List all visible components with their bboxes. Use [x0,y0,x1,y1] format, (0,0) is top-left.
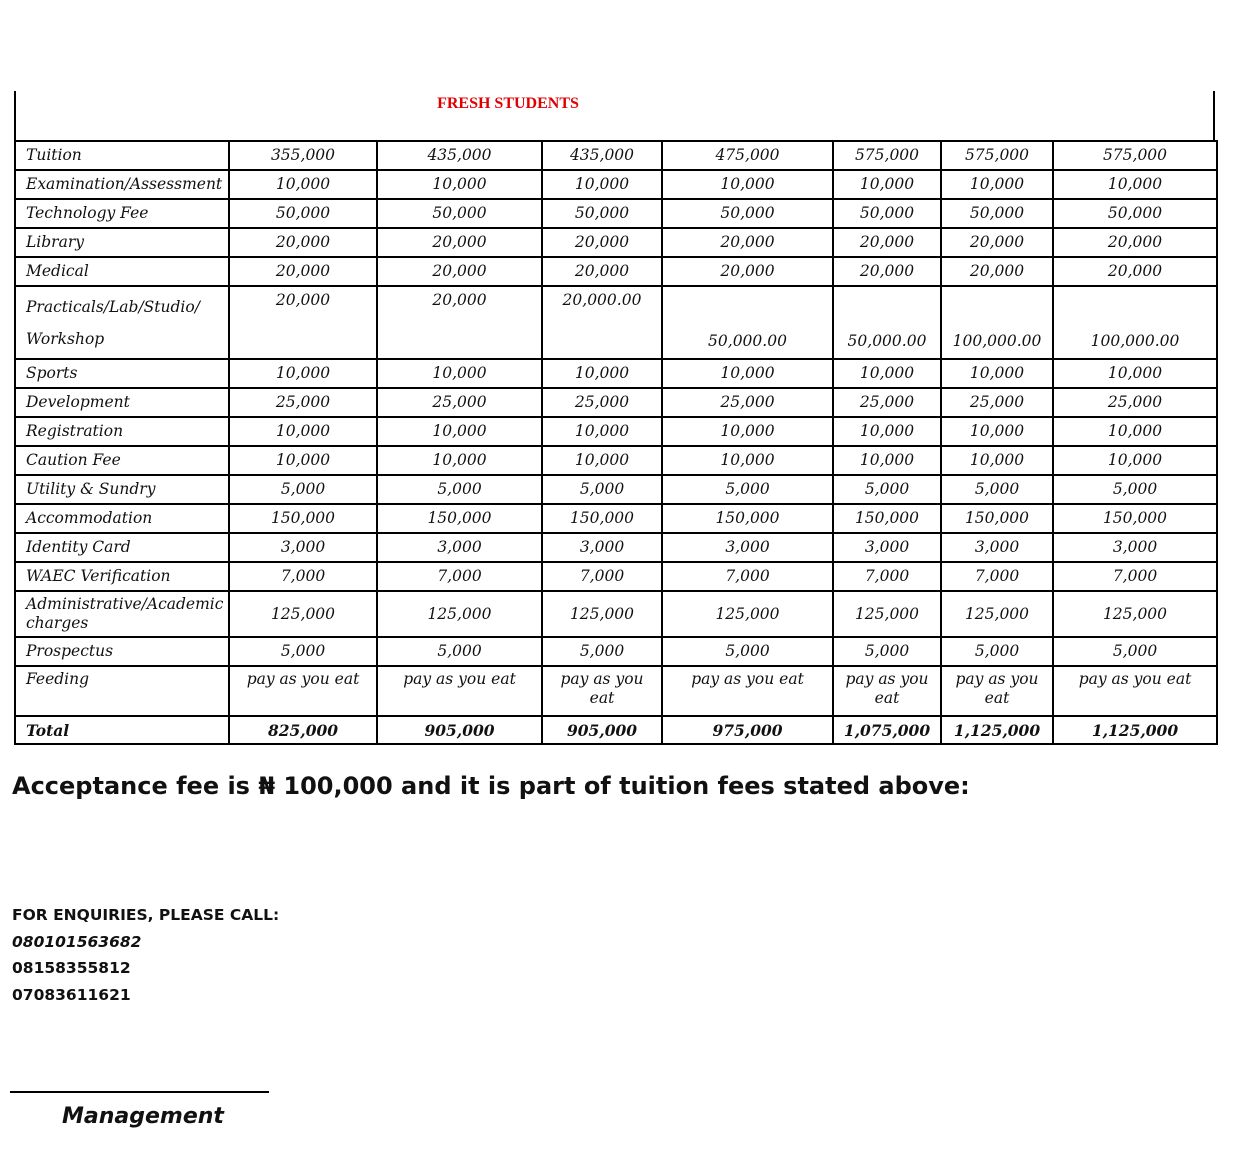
row-label: Development [15,388,229,417]
table-cell: 150,000 [542,504,662,533]
table-row [15,359,1217,388]
row-label: Registration [15,417,229,446]
table-cell: 150,000 [1053,504,1217,533]
row-label: Feeding [15,666,229,716]
row-label: Library [15,228,229,257]
table-cell: 10,000 [833,170,941,199]
table-cell: 5,000 [833,475,941,504]
table-cell: 125,000 [1053,591,1217,637]
table-cell: pay as you eat [662,666,833,716]
table-row [15,637,1217,666]
table-cell: pay as you eat [941,666,1053,716]
total-cell: 825,000 [229,716,377,744]
table-cell: 20,000 [542,228,662,257]
table-cell: 20,000 [377,228,542,257]
table-cell: 3,000 [1053,533,1217,562]
table-cell: 5,000 [542,637,662,666]
table-row [15,170,1217,199]
row-label: Technology Fee [15,199,229,228]
table-cell: 10,000 [542,417,662,446]
fees-table [14,140,1218,745]
total-cell: 905,000 [542,716,662,744]
table-cell: 150,000 [229,504,377,533]
acceptance-fee-note: Acceptance fee is ₦ 100,000 and it is part of tuition fees stated above: [12,772,970,800]
table-cell: 100,000.00 [1053,286,1217,359]
row-label: Accommodation [15,504,229,533]
table-cell: 3,000 [229,533,377,562]
table-cell: 50,000 [941,199,1053,228]
table-cell: 10,000 [377,359,542,388]
table-cell: 150,000 [941,504,1053,533]
table-cell: 25,000 [662,388,833,417]
table-cell: pay as you eat [377,666,542,716]
table-cell: 7,000 [941,562,1053,591]
table-cell: 125,000 [542,591,662,637]
table-cell: 150,000 [662,504,833,533]
phone-number: 080101563682 [12,932,142,951]
table-row [15,388,1217,417]
table-cell: 10,000 [229,170,377,199]
table-cell: 125,000 [833,591,941,637]
enquiries-block [12,902,279,1008]
table-row [15,475,1217,504]
table-cell: 20,000 [542,257,662,286]
table-cell: 20,000 [1053,228,1217,257]
table-cell: 7,000 [833,562,941,591]
table-cell: 5,000 [1053,475,1217,504]
table-cell: 20,000 [1053,257,1217,286]
enquiries-title: FOR ENQUIRIES, PLEASE CALL: [12,906,280,924]
table-heading: FRESH STUDENTS [437,95,579,112]
table-cell: 25,000 [833,388,941,417]
table-cell: 50,000 [833,199,941,228]
table-cell: 5,000 [377,475,542,504]
table-row [15,504,1217,533]
table-cell: 10,000 [833,446,941,475]
table-cell: 7,000 [377,562,542,591]
total-cell: 905,000 [377,716,542,744]
table-cell: 25,000 [229,388,377,417]
phone-number: 07083611621 [12,985,131,1004]
table-cell: 20,000 [941,257,1053,286]
table-cell: 20,000 [377,257,542,286]
row-label: WAEC Verification [15,562,229,591]
table-cell: 10,000 [941,446,1053,475]
table-cell: 3,000 [833,533,941,562]
total-cell: 1,125,000 [941,716,1053,744]
table-cell: 5,000 [1053,637,1217,666]
table-cell: 125,000 [941,591,1053,637]
table-cell: 10,000 [229,359,377,388]
table-cell: 10,000 [833,417,941,446]
table-cell: 20,000 [833,228,941,257]
table-cell: 50,000 [1053,199,1217,228]
table-cell: 10,000 [1053,359,1217,388]
table-cell: 125,000 [662,591,833,637]
table-cell: 5,000 [229,637,377,666]
table-row [15,228,1217,257]
table-row [15,257,1217,286]
table-cell: 5,000 [377,637,542,666]
row-label: Examination/Assessment [15,170,229,199]
table-cell: 10,000 [542,359,662,388]
row-label: Utility & Sundry [15,475,229,504]
table-cell: 10,000 [941,359,1053,388]
table-row [15,417,1217,446]
table-cell: 20,000 [229,228,377,257]
table-cell: 10,000 [377,417,542,446]
table-row [15,446,1217,475]
table-cell: 20,000 [377,286,542,359]
table-cell: 150,000 [833,504,941,533]
table-cell: pay as you eat [1053,666,1217,716]
table-cell: 5,000 [662,475,833,504]
table-cell: 7,000 [1053,562,1217,591]
table-cell: 50,000 [229,199,377,228]
table-cell: 5,000 [941,475,1053,504]
phone-number: 08158355812 [12,959,131,977]
table-cell: 575,000 [1053,141,1217,170]
table-cell: 10,000 [1053,170,1217,199]
table-cell: pay as you eat [542,666,662,716]
table-cell: 50,000 [377,199,542,228]
table-cell: 10,000 [833,359,941,388]
table-cell: 20,000.00 [542,286,662,359]
table-cell: 20,000 [833,257,941,286]
signature-line [10,1091,269,1093]
table-cell: 100,000.00 [941,286,1053,359]
table-row [15,562,1217,591]
table-cell: 3,000 [542,533,662,562]
total-cell: 1,075,000 [833,716,941,744]
table-cell: 150,000 [377,504,542,533]
table-cell: 10,000 [229,417,377,446]
table-cell: 50,000.00 [662,286,833,359]
table-cell: 10,000 [662,417,833,446]
table-cell: 10,000 [1053,417,1217,446]
table-cell: 10,000 [542,170,662,199]
table-cell: 50,000 [662,199,833,228]
table-cell: 435,000 [542,141,662,170]
total-cell: 1,125,000 [1053,716,1217,744]
table-cell: 5,000 [662,637,833,666]
table-cell: 10,000 [1053,446,1217,475]
table-cell: 125,000 [229,591,377,637]
table-cell: 25,000 [542,388,662,417]
total-label: Total [15,716,229,744]
row-label: Sports [15,359,229,388]
table-cell: 10,000 [662,359,833,388]
table-cell: 20,000 [941,228,1053,257]
table-cell: 7,000 [662,562,833,591]
table-cell: 25,000 [1053,388,1217,417]
row-label: Caution Fee [15,446,229,475]
table-row [15,666,1217,716]
row-label: Tuition [15,141,229,170]
table-cell: 125,000 [377,591,542,637]
table-cell: pay as you eat [229,666,377,716]
table-cell: 25,000 [377,388,542,417]
table-row [15,199,1217,228]
table-cell: 20,000 [662,228,833,257]
table-cell: 7,000 [542,562,662,591]
table-cell: 10,000 [377,446,542,475]
table-cell: 10,000 [662,170,833,199]
table-cell: 5,000 [229,475,377,504]
row-label: Prospectus [15,637,229,666]
table-cell: 10,000 [229,446,377,475]
table-cell: 575,000 [941,141,1053,170]
total-row [15,716,1217,744]
table-cell: 10,000 [941,170,1053,199]
table-cell: 25,000 [941,388,1053,417]
table-cell: 5,000 [542,475,662,504]
table-cell: 5,000 [833,637,941,666]
row-label: Administrative/Academic charges [15,591,229,637]
table-cell: pay as you eat [833,666,941,716]
table-cell: 5,000 [941,637,1053,666]
row-label: Identity Card [15,533,229,562]
table-cell: 20,000 [662,257,833,286]
table-cell: 10,000 [662,446,833,475]
table-cell: 3,000 [941,533,1053,562]
table-cell: 10,000 [542,446,662,475]
table-cell: 10,000 [941,417,1053,446]
table-row [15,286,1217,359]
table-cell: 20,000 [229,286,377,359]
table-row [15,533,1217,562]
table-row [15,591,1217,637]
table-cell: 50,000.00 [833,286,941,359]
row-label: Medical [15,257,229,286]
row-label: Practicals/Lab/Studio/ Workshop [15,286,229,359]
table-cell: 355,000 [229,141,377,170]
fees-table-body [15,141,1217,744]
table-cell: 475,000 [662,141,833,170]
table-cell: 50,000 [542,199,662,228]
signature-label: Management [62,1104,224,1129]
table-cell: 435,000 [377,141,542,170]
table-cell: 3,000 [662,533,833,562]
table-cell: 3,000 [377,533,542,562]
total-cell: 975,000 [662,716,833,744]
table-cell: 575,000 [833,141,941,170]
table-cell: 20,000 [229,257,377,286]
table-cell: 7,000 [229,562,377,591]
table-cell: 10,000 [377,170,542,199]
table-row [15,141,1217,170]
